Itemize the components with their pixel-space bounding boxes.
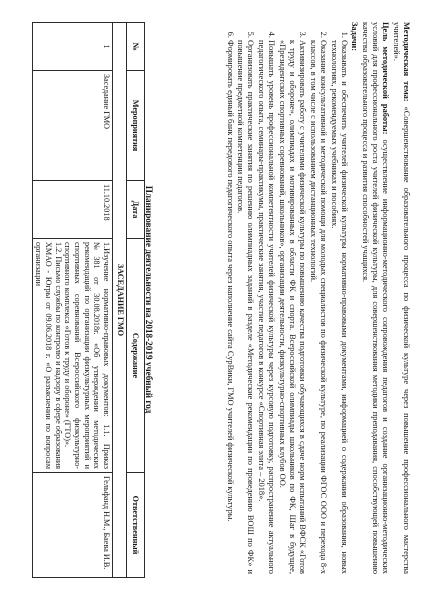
task-item: 2. Оказание консультативной и методической помощи для молодых специалистов по физической культуре, по реализации ФГОС ООО и перехода 8-х классов, в том числе с использованием дистанционных технологий. — [308, 40, 328, 574]
tasks-heading: Задачи: — [350, 22, 360, 52]
task-item: 4. Повышать уровень профессиональной компетентности учителей физической культуры через курсовую подготовку, распространение актуального педагогического опыта, семинары-практикумы, практические занятия, участие педагогов в конкурсе «Спортивная элита – 2018». — [256, 40, 276, 574]
work-goal — [360, 22, 390, 574]
header-date: Дата — [127, 181, 145, 239]
theme-text: «Совершенствование образовательного процесса по физической культуре через повышение профессионального мастерства учителей». — [392, 22, 411, 575]
section-title: ЗАСЕДАНИЕ ГМО — [113, 23, 127, 578]
theme-label: Методическая тема: — [402, 22, 411, 102]
row-event: Заседание ГМО — [32, 71, 112, 181]
tasks-list — [225, 22, 349, 574]
content-paragraph: 1.Изучение нормативно-правовых документов: 1.1. Приказ №381 от 30.08.2018г. «Об утверждении методических рекомендаций по организации физкультурных мероприятий и спортивных соревнований Всероссийского физкультурно-спортивного комплекса «Готов к труду и обороне» (ГТО)». — [63, 242, 111, 469]
plan-title: Планирование деятельности на 2018-2019 учебный год — [144, 185, 154, 414]
task-item: 5. Организовать практические занятия по решению олимпиадных заданий в разделе «Методические рекомендации по проведению ВОШ по ФК» и повышение предметной компетенции педагогов. — [236, 40, 256, 574]
row-responsible: Гельфанд Н.М., Баева И.В. — [32, 473, 112, 578]
task-item: 3. Активизировать работу с учителями физической культуры по повышению качества подготовки обучающихся в сдаче норм испытаний ВФСК «Готов к труду и обороне», олимпиадах и мотивированных в области ФК и спорта. Всероссийской олимпиады школьников по ФК, Шаг в будущее, «Президентских спортивных соревнований, школьников», организации деятельности, физкультурно-спортивных клубов ОО. — [277, 40, 307, 574]
intro-block — [224, 22, 411, 574]
table-header-row — [127, 23, 145, 578]
row-date: 11.10.2018 — [32, 181, 112, 239]
header-content: Содержание — [127, 239, 145, 473]
header-event: Мероприятия — [127, 71, 145, 181]
methodical-theme — [391, 22, 411, 574]
plan-table — [32, 22, 145, 578]
content-paragraph: 1.2. Письмо службы по контролю и надзору в сфере образования ХМАО - Югры от 09.06.2018 г. «О разъяснении по вопросам организации — [34, 242, 63, 469]
goal-label: Цель методической работы: — [381, 22, 391, 135]
section-row — [113, 23, 127, 578]
task-item: 6. Формировать единый банк передового педагогического опыта через наполнение сайта СурВики, ГМО учителей физической культуры. — [225, 40, 235, 574]
header-responsible: Ответственный — [127, 473, 145, 578]
goal-text: осуществление информационно-методического сопровождения педагогов и создание организационно-методических условий для профессионального роста учителей физической культуры, для совершенствования методики преподавания, способствующей повышению качества образовательного процесса и развития способностей учащихся. — [361, 22, 391, 574]
task-item: 1. Оказывать и обеспечить учителей физической культуры нормативно-правовыми документами, информацией о содержании образования, новых технологиях, рекомендуемых учебниках и пособиях. — [329, 40, 349, 574]
row-content — [32, 239, 112, 473]
header-number: № — [127, 23, 145, 71]
row-number: 1 — [32, 23, 112, 71]
table-row — [32, 23, 112, 578]
